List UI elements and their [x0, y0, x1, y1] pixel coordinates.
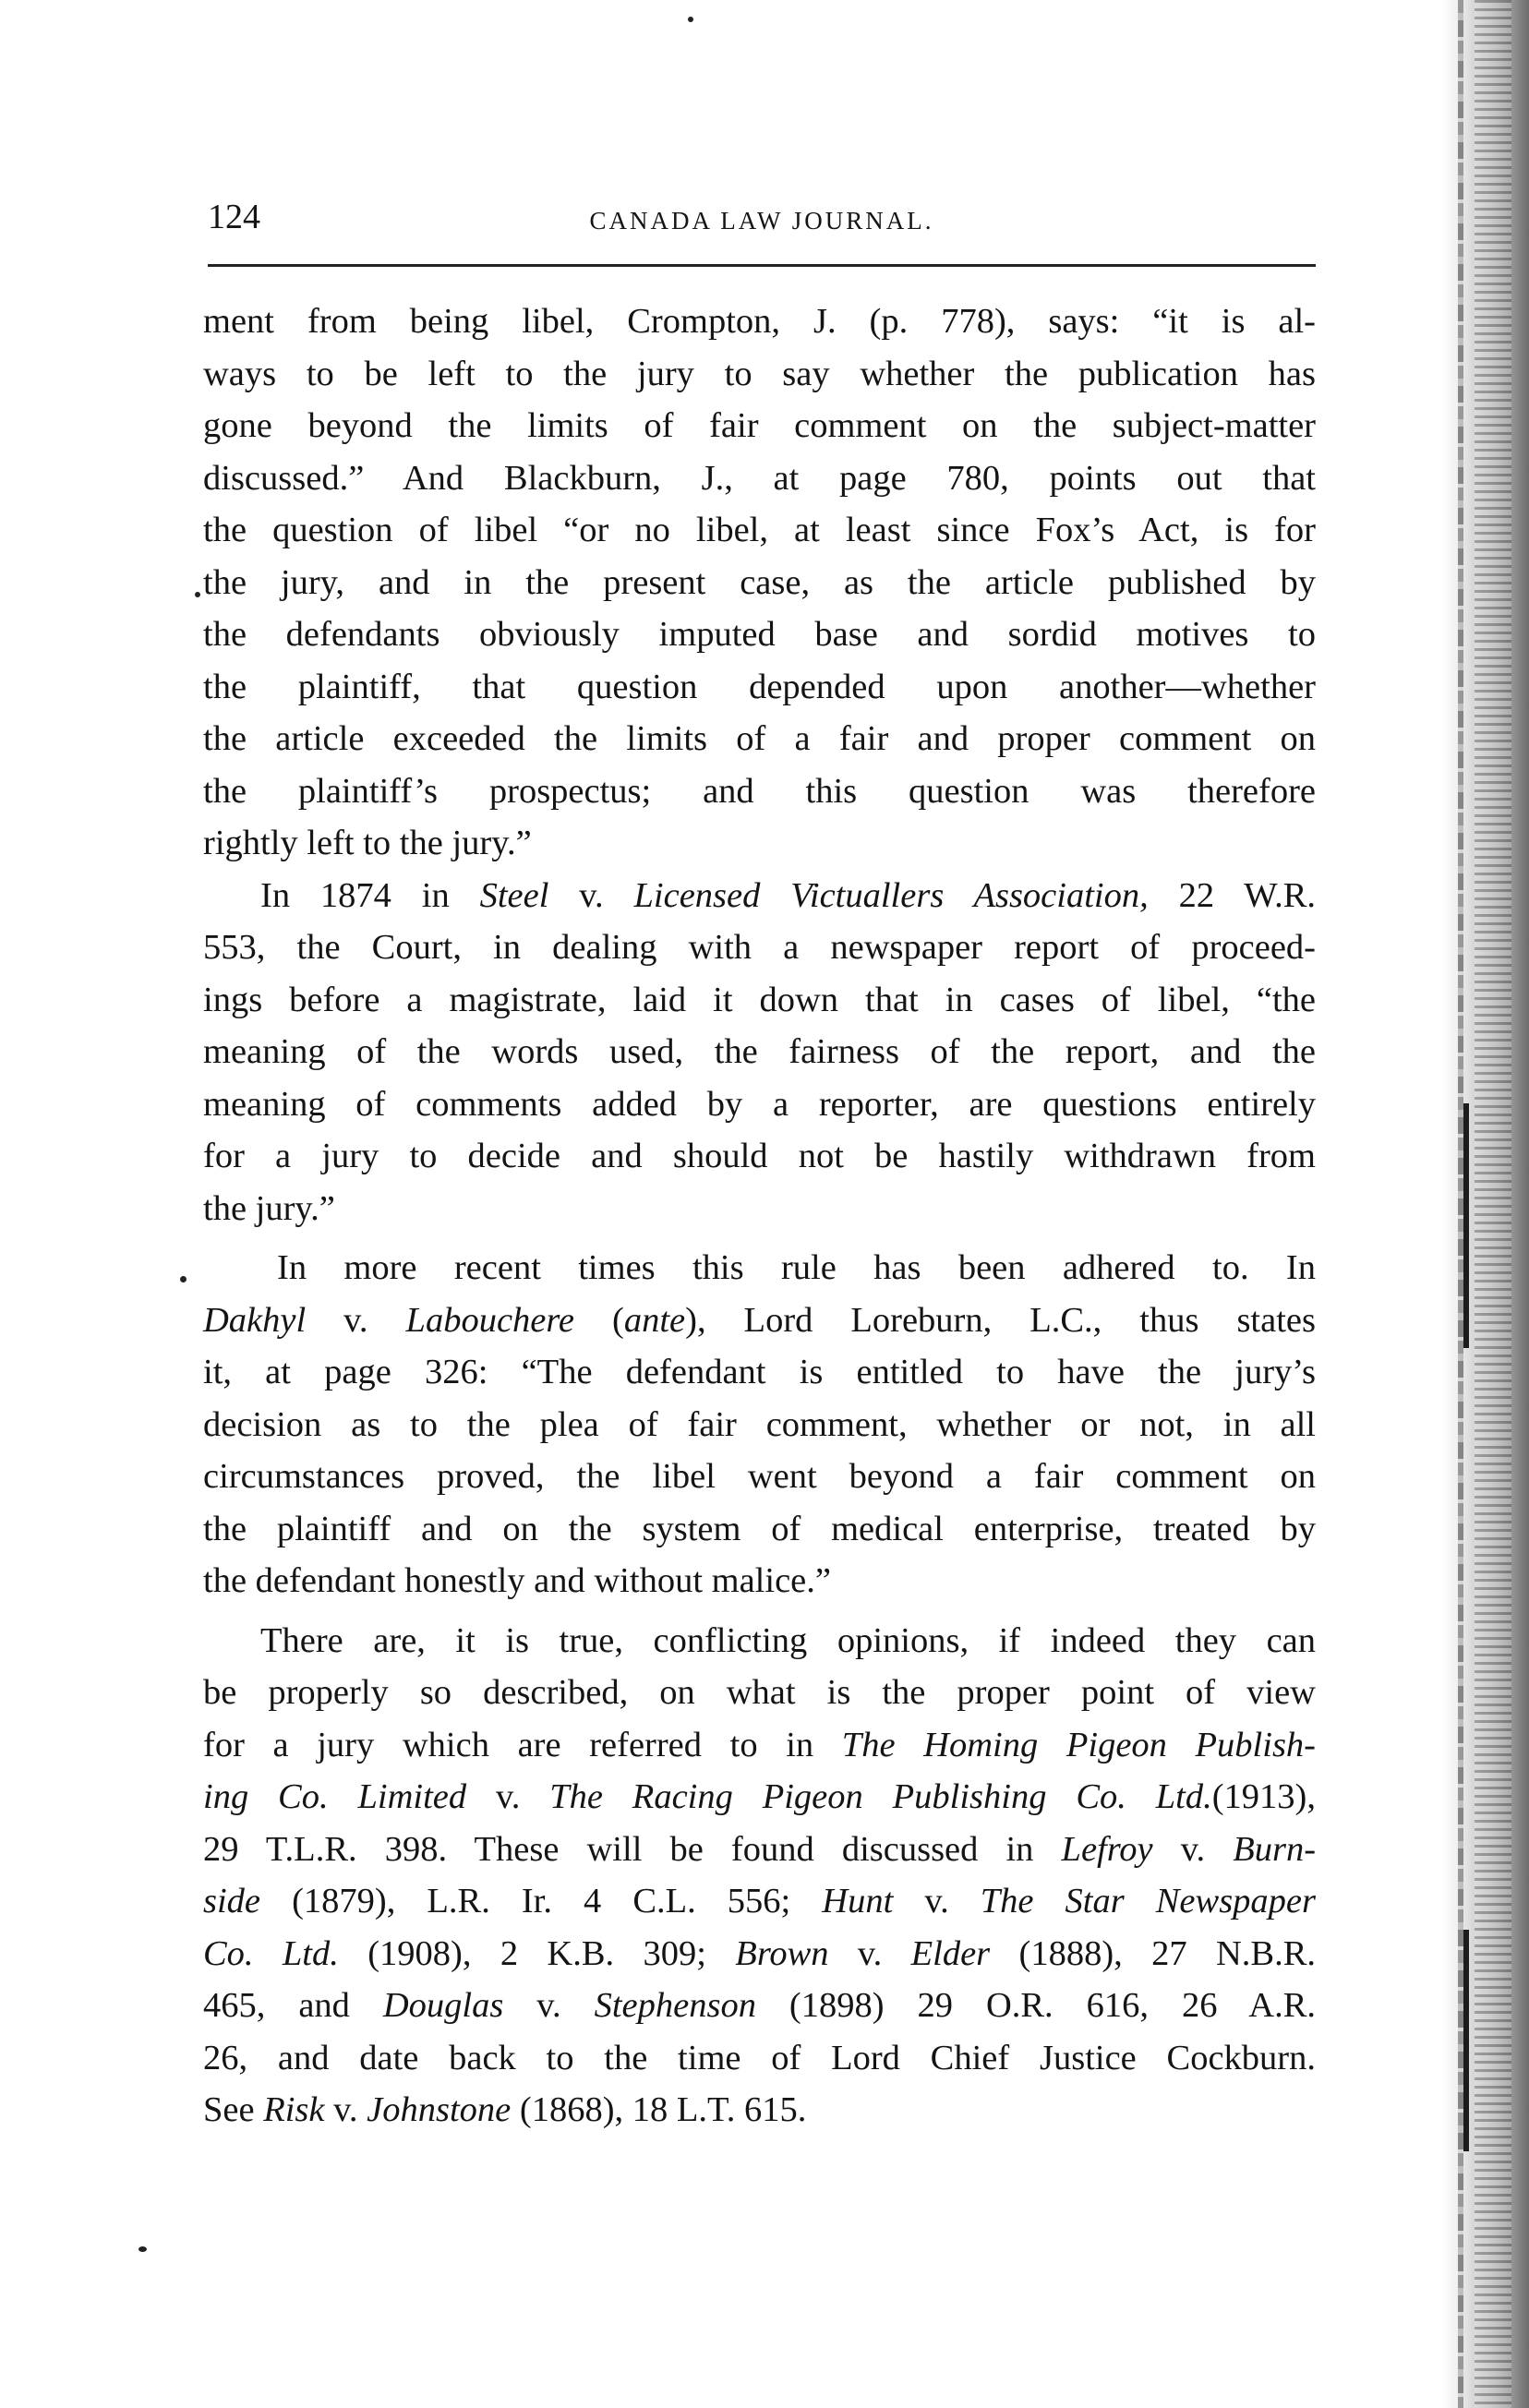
text-line: the plaintiff’s prospectus; and this question was therefore	[203, 771, 1316, 811]
print-speck	[180, 1276, 187, 1282]
text-run: v.	[1152, 1829, 1234, 1869]
body-text	[203, 295, 1316, 2137]
case-name: Hunt	[822, 1882, 894, 1920]
case-name: Steel	[479, 875, 549, 915]
text-line	[203, 1719, 1316, 1772]
text-line	[203, 1771, 1316, 1824]
text-run: v.	[324, 2090, 367, 2129]
text-line: the jury, and in the present case, as the article published by	[203, 562, 1316, 602]
paragraph-3	[203, 1242, 1316, 1607]
text-line: for a jury to decide and should not be hastily withdrawn from	[203, 1137, 1316, 1175]
print-speck	[138, 2246, 147, 2252]
text-line: meaning of the words used, the fairness of the report, and the	[203, 1032, 1316, 1071]
text-line: the question of libel “or no libel, at least since Fox’s Act, is for	[203, 511, 1316, 549]
case-name: Stephenson	[594, 1986, 756, 2025]
edge-mark	[1463, 1163, 1469, 1348]
text-run: 29 T.L.R. 398. These will be found discussed in	[203, 1829, 1062, 1869]
case-name: Licensed Victuallers Association,	[633, 875, 1149, 915]
text-line: In more recent times this rule has been adhered to. In	[277, 1248, 1316, 1287]
text-line: be properly so described, on what is the proper point of view	[203, 1673, 1316, 1712]
text-line: the defendant honestly and without malice.”	[203, 1561, 831, 1600]
text-run: (1908), 2 K.B. 309;	[338, 1933, 736, 1973]
case-name: The Homing Pigeon Publish-	[841, 1725, 1316, 1764]
case-name: Johnstone	[367, 2090, 512, 2129]
text-run: v.	[306, 1300, 406, 1340]
text-line	[203, 1875, 1316, 1928]
case-name: Elder	[910, 1933, 991, 1973]
text-run: (1913),	[1211, 1777, 1316, 1816]
text-line: rightly left to the jury.”	[203, 824, 532, 862]
text-line: the jury.”	[203, 1188, 335, 1228]
case-name: Burn-	[1233, 1829, 1317, 1869]
case-name: side	[203, 1882, 261, 1920]
text-run: ), Lord Loreburn, L.C., thus states	[685, 1300, 1316, 1340]
case-name: Lefroy	[1061, 1829, 1153, 1869]
case-name: The Racing Pigeon Publishing Co. Ltd.	[549, 1777, 1212, 1816]
text-line: gone beyond the limits of fair comment on the subject-matter	[203, 406, 1316, 445]
text-run: (	[574, 1300, 624, 1340]
text-line: the defendants obviously imputed base and sordid motives to	[203, 615, 1316, 654]
citation-note: ante	[623, 1300, 686, 1340]
text-line: discussed.” And Blackburn, J., at page 780, points out that	[203, 458, 1316, 498]
text-run: 22 W.R.	[1148, 875, 1316, 915]
text-line: ings before a magistrate, laid it down that in cases of libel, “the	[203, 980, 1316, 1019]
text-run: See	[203, 2090, 264, 2129]
text-line: ways to be left to the jury to say whether the publication has	[203, 354, 1316, 393]
text-line	[203, 1824, 1316, 1876]
edge-mark	[1463, 1930, 1469, 2151]
paragraph-4	[203, 1615, 1316, 2137]
text-line	[203, 1980, 1316, 2032]
text-line: the article exceeded the limits of a fair and proper comment on	[203, 719, 1316, 758]
text-run: v.	[828, 1933, 911, 1973]
case-name: Labouchere	[405, 1300, 575, 1340]
text-line	[203, 1294, 1316, 1347]
case-name: ing Co. Limited	[203, 1777, 467, 1816]
scanned-page-edge	[1441, 0, 1529, 2408]
print-speck	[688, 17, 693, 22]
print-speck	[195, 592, 200, 597]
text-line: There are, it is true, conflicting opinions, if indeed they can	[260, 1620, 1316, 1660]
text-run: (1879), L.R. Ir. 4 C.L. 556;	[260, 1882, 823, 1920]
case-name: Co. Ltd.	[203, 1933, 339, 1973]
text-line: meaning of comments added by a reporter, are questions entirely	[203, 1084, 1316, 1124]
text-line: ment from being libel, Crompton, J. (p. 778), says: “it is al-	[203, 302, 1316, 341]
text-line: circumstances proved, the libel went beyond a fair comment on	[203, 1457, 1316, 1496]
text-line: decision as to the plea of fair comment, whether or not, in all	[203, 1404, 1316, 1444]
text-run: 465, and	[203, 1986, 383, 2025]
text-line	[203, 870, 1316, 922]
running-head	[208, 194, 1316, 240]
header-rule	[208, 264, 1316, 267]
text-run: v.	[893, 1882, 981, 1920]
text-run: v.	[548, 875, 634, 915]
case-name: Risk	[263, 2090, 325, 2129]
case-name: The Star Newspaper	[980, 1882, 1317, 1920]
text-run: (1868), 18 L.T. 615.	[511, 2090, 807, 2129]
text-line	[203, 1928, 1316, 1981]
text-run: In 1874 in	[260, 875, 480, 915]
journal-title: CANADA LAW JOURNAL.	[589, 207, 934, 235]
paragraph-1	[203, 295, 1316, 870]
text-line: the plaintiff and on the system of medical enterprise, treated by	[203, 1509, 1316, 1548]
text-line: 553, the Court, in dealing with a newspaper report of proceed-	[203, 928, 1316, 967]
text-line: it, at page 326: “The defendant is entitled to have the jury’s	[203, 1353, 1316, 1391]
case-name: Dakhyl	[203, 1300, 307, 1340]
case-name: Brown	[735, 1933, 829, 1973]
page-number: 124	[208, 198, 260, 236]
text-line: 26, and date back to the time of Lord Chief Justice Cockburn.	[203, 2038, 1316, 2077]
text-run: v.	[466, 1777, 550, 1816]
text-run: for a jury which are referred to in	[203, 1725, 842, 1764]
text-run: (1898) 29 O.R. 616, 26 A.R.	[755, 1986, 1316, 2025]
paragraph-2	[203, 870, 1316, 1235]
text-run: (1888), 27 N.B.R.	[990, 1933, 1316, 1973]
text-line	[203, 2084, 1316, 2137]
case-name: Douglas	[382, 1986, 504, 2025]
text-run: v.	[503, 1986, 595, 2025]
text-line: the plaintiff, that question depended upon another—whether	[203, 667, 1316, 706]
